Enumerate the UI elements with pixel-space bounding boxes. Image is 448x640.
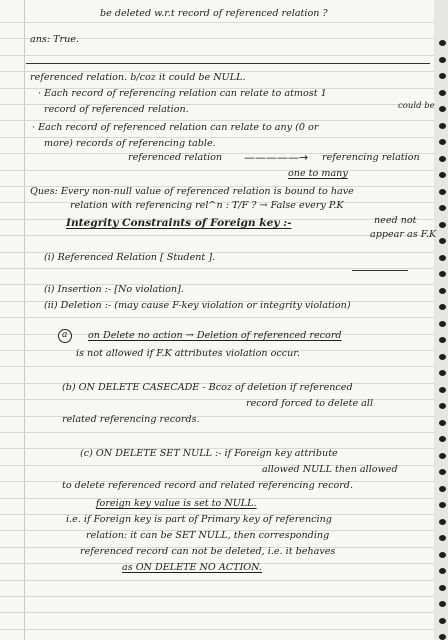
text-line: i.e. if Foreign key is part of Primary key of referencing — [66, 514, 332, 525]
text-line: · Each record of referencing relation can relate to atmost 1 — [38, 88, 327, 99]
binding-hole — [439, 321, 446, 327]
text-line: referenced relation — [128, 152, 223, 163]
binding-hole — [439, 370, 446, 376]
binding-hole — [439, 535, 446, 541]
binding-hole — [439, 288, 446, 294]
binding-hole — [439, 502, 446, 508]
text-line: referenced relation. b/coz it could be NULL. — [30, 72, 246, 83]
text-line: (i) Referenced Relation [ Student ]. — [44, 252, 216, 263]
text-line: (b) ON DELETE CASECADE - Bcoz of deletion if referenced — [62, 382, 353, 393]
binding-hole — [439, 601, 446, 607]
text-line: more) records of referencing table. — [44, 138, 216, 149]
binding-hole — [439, 403, 446, 409]
binding-hole — [439, 387, 446, 393]
text-line: (ii) Deletion :- (may cause F-key violation or integrity violation) — [44, 300, 351, 311]
ruled-line — [0, 235, 434, 236]
text-line: · Each record of referenced relation can relate to any (0 or — [32, 122, 319, 133]
text-line: be deleted w.r.t record of referenced relation ? — [100, 8, 328, 19]
binding-hole — [439, 90, 446, 96]
text-line: foreign key value is set to NULL. — [96, 498, 257, 509]
text-line: related referencing records. — [62, 414, 200, 425]
text-line: (c) ON DELETE SET NULL :- if Foreign key attribute — [80, 448, 338, 459]
text-line: could be — [398, 101, 435, 111]
binding-hole — [439, 634, 446, 640]
binding-hole — [439, 453, 446, 459]
text-line: need not — [374, 215, 417, 226]
text-line: to delete referenced record and related referencing record. — [62, 480, 353, 491]
text-line: ans: True. — [30, 34, 79, 45]
ruled-line — [0, 432, 434, 433]
binding-hole — [439, 618, 446, 624]
text-line: record forced to delete all — [246, 398, 374, 409]
text-line: record of referenced relation. — [44, 104, 189, 115]
ruled-line — [0, 629, 434, 630]
pencil-stroke — [352, 270, 408, 271]
binding-hole — [439, 255, 446, 261]
binding-hole — [439, 139, 446, 145]
binding-hole — [439, 304, 446, 310]
text-line: referenced record can not be deleted, i.e. it behaves — [80, 546, 336, 557]
binding-hole — [439, 486, 446, 492]
text-line: one to many — [288, 168, 348, 179]
text-line: as ON DELETE NO ACTION. — [122, 562, 262, 573]
text-line: appear as F.K — [370, 229, 437, 240]
binding-hole — [439, 354, 446, 360]
ruled-line — [0, 317, 434, 318]
text-line: on Delete no action → Deletion of referenced record — [88, 330, 342, 341]
ruled-line — [0, 580, 434, 581]
binding-hole — [439, 106, 446, 112]
ruled-line — [0, 55, 434, 56]
ruled-line — [0, 612, 434, 613]
binding-hole — [439, 519, 446, 525]
separator-stroke — [26, 63, 430, 64]
text-line: referencing relation — [322, 152, 420, 163]
binding-hole — [439, 420, 446, 426]
ruled-line — [0, 22, 434, 23]
text-line: Ques: Every non-null value of referenced relation is bound to have — [30, 186, 354, 197]
binding-hole — [439, 189, 446, 195]
binding-hole — [439, 469, 446, 475]
ruled-line — [0, 120, 434, 121]
ruled-line — [0, 366, 434, 367]
ruled-line — [0, 268, 434, 269]
binding-hole — [439, 172, 446, 178]
text-line: allowed NULL then allowed — [262, 464, 398, 475]
binding-hole — [439, 205, 446, 211]
binding-hole — [439, 123, 446, 129]
binding-hole — [439, 337, 446, 343]
binding-hole — [439, 238, 446, 244]
binding-hole — [439, 585, 446, 591]
margin-line — [24, 0, 25, 640]
binding-hole — [439, 222, 446, 228]
ruled-line — [0, 596, 434, 597]
spiral-binding — [434, 0, 448, 640]
binding-hole — [439, 57, 446, 63]
section-heading: Integrity Constraints of Foreign key :- — [66, 217, 292, 229]
text-line: (i) Insertion :- [No violation]. — [44, 284, 184, 295]
binding-hole — [439, 568, 446, 574]
binding-hole — [439, 40, 446, 46]
binding-hole — [439, 73, 446, 79]
text-line: is not allowed if F.K attributes violation occur. — [76, 348, 300, 359]
binding-hole — [439, 436, 446, 442]
binding-hole — [439, 156, 446, 162]
circled-letter: a — [62, 330, 68, 340]
binding-hole — [439, 552, 446, 558]
text-line: relation with referencing rel^n : T/F ? → False every P.K — [70, 200, 344, 211]
ruled-line — [0, 170, 434, 171]
text-line: relation: it can be SET NULL, then corresponding — [86, 530, 330, 541]
binding-hole — [439, 271, 446, 277]
arrow-icon: —————→ — [244, 151, 309, 164]
